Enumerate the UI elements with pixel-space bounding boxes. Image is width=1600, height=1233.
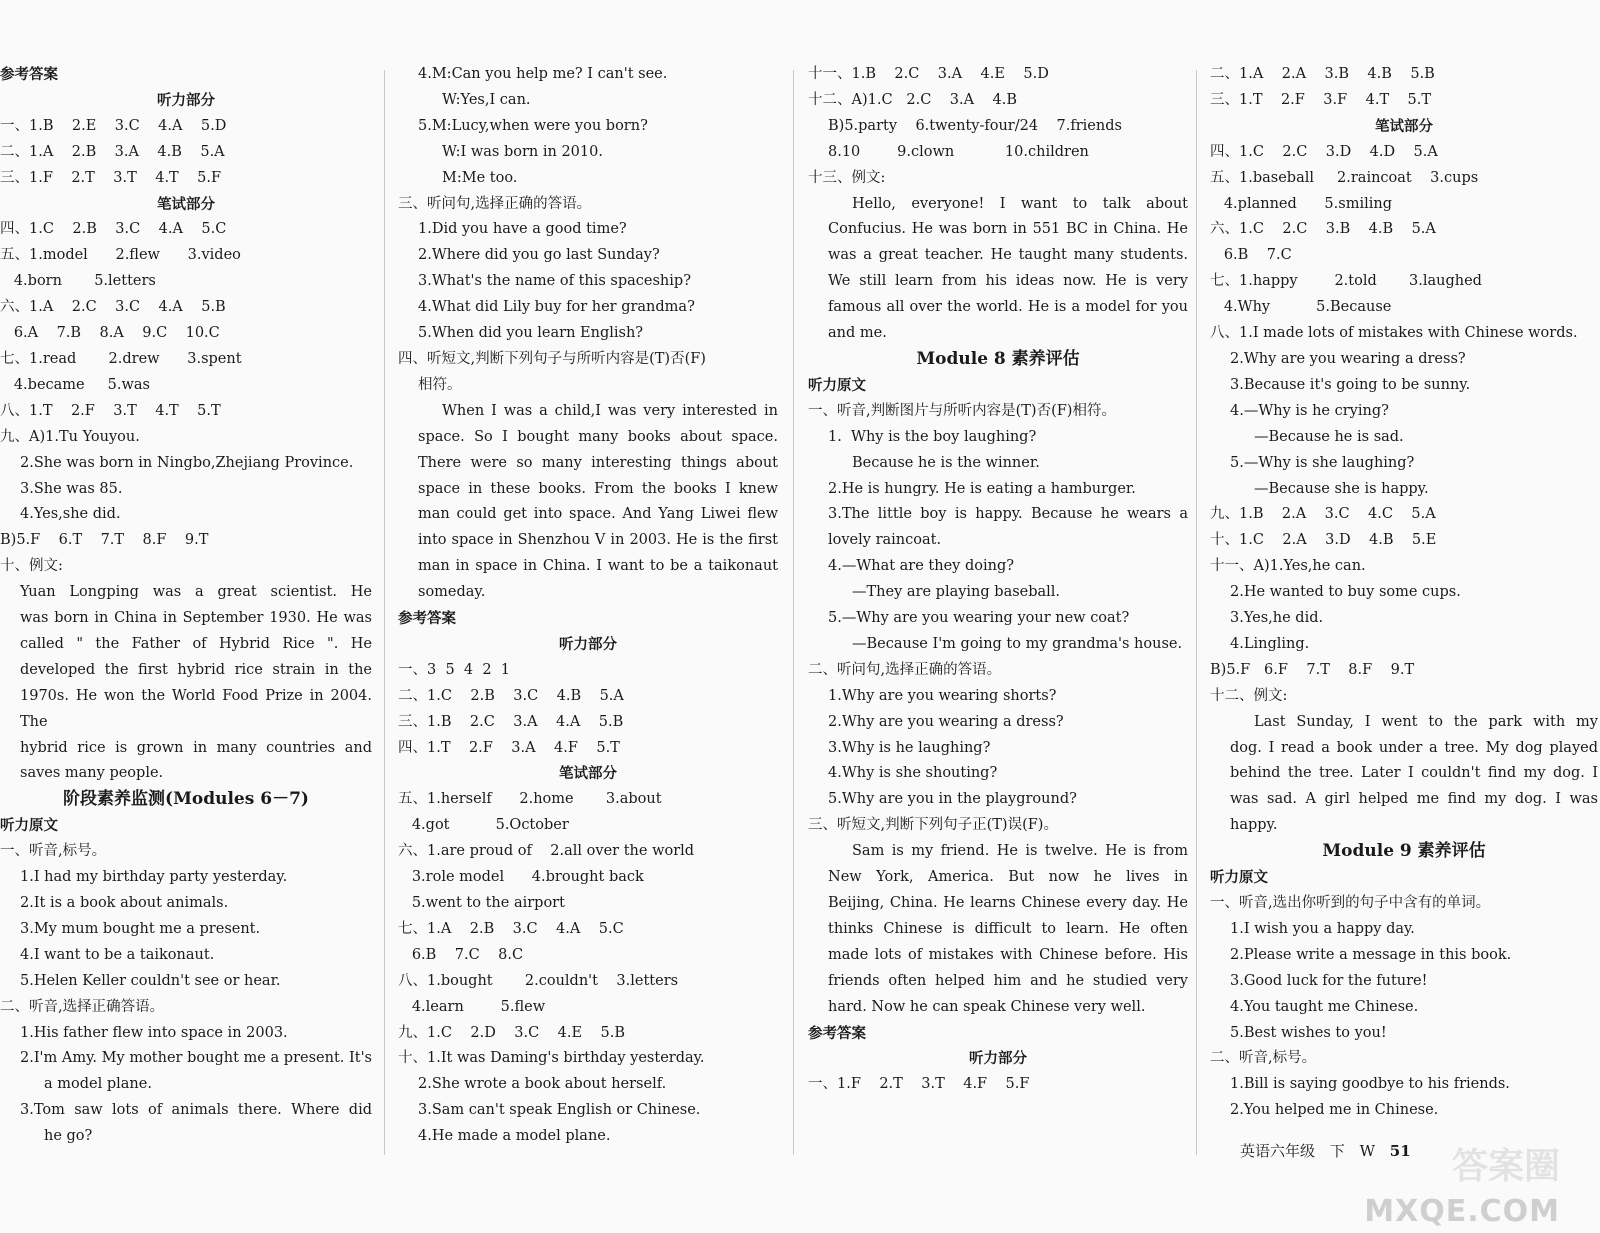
text-line: 2.She wrote a book about herself. — [418, 1076, 667, 1093]
text-line: New York, America. But now he lives in — [828, 869, 1188, 886]
section-heading: 笔试部分 — [559, 765, 617, 783]
text-line: 七、1.A 2.B 3.C 4.A 5.C — [398, 920, 624, 937]
text-line: 一、听音,判断图片与所听内容是(T)否(F)相符。 — [808, 402, 1116, 419]
text-line: There were so many interesting things about — [418, 454, 778, 471]
page-number: 51 — [1389, 1142, 1411, 1160]
text-line: 3.My mum bought me a present. — [20, 920, 261, 937]
text-line: 2.Why are you wearing a dress? — [1230, 350, 1466, 367]
text-line: M:Me too. — [442, 169, 518, 186]
text-line: 5.Best wishes to you! — [1230, 1024, 1387, 1041]
text-line: 4.learn 5.flew — [398, 998, 546, 1015]
text-line: 4.—What are they doing? — [828, 558, 1015, 575]
text-line: man in space in China. I want to be a taikonaut — [418, 558, 778, 575]
text-line: 4.Why 5.Because — [1210, 299, 1392, 316]
text-line: 三、听问句,选择正确的答语。 — [398, 195, 592, 212]
text-line: 七、1.happy 2.told 3.laughed — [1210, 273, 1482, 290]
text-line: 4.What did Lily buy for her grandma? — [418, 299, 695, 316]
text-line: lovely raincoat. — [828, 532, 942, 549]
text-line: 二、1.A 2.A 3.B 4.B 5.B — [1210, 66, 1435, 82]
text-line: was a great teacher. He taught many students. — [828, 247, 1188, 264]
text-line: 4.I want to be a taikonaut. — [20, 946, 215, 963]
text-line: 2.Why are you wearing a dress? — [828, 713, 1064, 730]
text-line: 三、听短文,判断下列句子正(T)误(F)。 — [808, 817, 1058, 834]
text-line: 2.You helped me in Chinese. — [1230, 1102, 1439, 1119]
column-divider — [1196, 70, 1197, 1155]
text-line: B)5.F 6.F 7.T 8.F 9.T — [1210, 661, 1415, 678]
text-line: 2.Where did you go last Sunday? — [418, 247, 660, 264]
text-line: 一、听音,标号。 — [0, 843, 107, 860]
text-line: was sad. A girl helped me find my dog. I was — [1230, 791, 1598, 808]
text-line: 十三、例文: — [808, 169, 886, 186]
footer-edition: W — [1359, 1142, 1376, 1160]
text-line: Confucius. He was born in 551 BC in China. He — [828, 221, 1188, 238]
text-line: hybrid rice is grown in many countries and — [20, 739, 372, 756]
text-line: 3.Sam can't speak English or Chinese. — [418, 1102, 701, 1119]
watermark-url: MXQE.COM — [1364, 1194, 1560, 1229]
text-line: 十二、例文: — [1210, 687, 1288, 704]
section-heading: 听力原文 — [808, 376, 866, 394]
column-4 — [1210, 62, 1598, 1124]
section-heading: 参考答案 — [808, 1024, 866, 1042]
text-line: space. So I bought many books about space. — [418, 428, 778, 445]
text-line: a model plane. — [44, 1076, 152, 1093]
section-heading: 听力原文 — [1210, 869, 1268, 887]
section-heading: 参考答案 — [0, 66, 58, 83]
text-line: Beijing, China. He learns Chinese every day. He — [828, 895, 1188, 911]
text-line: 4.Why is she shouting? — [828, 765, 998, 782]
text-line: W:I was born in 2010. — [442, 143, 603, 160]
text-line: 1.Why are you wearing shorts? — [828, 687, 1057, 704]
text-line: —Because she is happy. — [1254, 480, 1429, 497]
text-line: —Because he is sad. — [1254, 428, 1404, 445]
text-line: into space in Shenzhou V in 2003. He is the first — [418, 532, 778, 549]
watermark-logo: 答案圈 — [1451, 1146, 1560, 1187]
text-line: 1.His father flew into space in 2003. — [20, 1024, 288, 1041]
text-line: 十、1.It was Daming's birthday yesterday. — [398, 1050, 705, 1067]
text-line: 2.He wanted to buy some cups. — [1230, 584, 1461, 601]
text-line: 十、1.C 2.A 3.D 4.B 5.E — [1210, 532, 1437, 549]
section-title: 阶段素养监测(Modules 6－7) — [63, 789, 309, 810]
text-line: 相符。 — [418, 376, 462, 393]
text-line: 六、1.C 2.C 3.B 4.B 5.A — [1210, 221, 1436, 238]
text-line: happy. — [1230, 817, 1278, 834]
text-line: 一、1.B 2.E 3.C 4.A 5.D — [0, 117, 227, 134]
section-heading: 听力部分 — [157, 91, 215, 109]
text-line: B)5.party 6.twenty-four/24 7.friends — [828, 117, 1122, 134]
section-title: Module 9 素养评估 — [1322, 841, 1486, 862]
text-line: 4.—Why is he crying? — [1230, 402, 1389, 419]
text-line: 3.Why is he laughing? — [828, 739, 991, 756]
footer-term: 下 — [1329, 1142, 1345, 1160]
text-line: 1.Did you have a good time? — [418, 221, 627, 238]
text-line: 八、1.bought 2.couldn't 3.letters — [398, 972, 679, 989]
text-line: 8.10 9.clown 10.children — [828, 143, 1089, 160]
text-line: was born in China in September 1930. He was — [20, 610, 372, 627]
text-line: 5.went to the airport — [398, 895, 565, 911]
text-line: 2.He is hungry. He is eating a hamburger. — [828, 480, 1136, 497]
text-line: 八、1.I made lots of mistakes with Chinese words. — [1210, 325, 1578, 342]
text-line: Because he is the winner. — [852, 454, 1040, 471]
text-line: 三、1.F 2.T 3.T 4.T 5.F — [0, 169, 222, 186]
text-line: space in these books. From the books I knew — [418, 480, 778, 497]
text-line: 十、例文: — [0, 558, 63, 575]
text-line: 二、1.C 2.B 3.C 4.B 5.A — [398, 687, 624, 704]
section-heading: 听力原文 — [0, 817, 58, 835]
text-line: 3.Because it's going to be sunny. — [1230, 376, 1471, 393]
text-line: 3.The little boy is happy. Because he wears a — [828, 506, 1188, 523]
text-line: Last Sunday, I went to the park with my — [1254, 713, 1598, 730]
text-line: 四、1.C 2.B 3.C 4.A 5.C — [0, 221, 227, 238]
section-heading: 听力部分 — [969, 1050, 1027, 1068]
section-title: Module 8 素养评估 — [916, 348, 1080, 369]
text-line: 九、1.B 2.A 3.C 4.C 5.A — [1210, 506, 1436, 523]
text-line: 十一、A)1.Yes,he can. — [1210, 558, 1366, 575]
text-line: 3.Good luck for the future! — [1230, 972, 1428, 989]
text-line: 四、听短文,判断下列句子与所听内容是(T)否(F) — [398, 350, 706, 367]
text-line: 2.Please write a message in this book. — [1230, 946, 1512, 963]
text-line: behind the tree. Later I couldn't find my dog. I — [1230, 765, 1598, 782]
text-line: 六、1.are proud of 2.all over the world — [398, 843, 695, 860]
text-line: 2.It is a book about animals. — [20, 895, 229, 911]
text-line: —They are playing baseball. — [852, 584, 1061, 601]
text-line: 二、听音,选择正确答语。 — [0, 998, 165, 1015]
text-line: thinks Chinese is difficult to learn. He often — [828, 920, 1188, 937]
text-line: 二、听问句,选择正确的答语。 — [808, 661, 1002, 678]
text-line: 四、1.C 2.C 3.D 4.D 5.A — [1210, 143, 1438, 160]
text-line: We still learn from his ideas now. He is very — [828, 273, 1188, 290]
text-line: and me. — [828, 325, 887, 342]
column-divider — [384, 70, 385, 1155]
text-line: 十二、A)1.C 2.C 3.A 4.B — [808, 91, 1017, 108]
text-line: 4.Yes,she did. — [20, 506, 121, 523]
section-heading: 参考答案 — [398, 610, 456, 628]
text-line: 4.planned 5.smiling — [1210, 195, 1392, 212]
text-line: 七、1.read 2.drew 3.spent — [0, 350, 242, 367]
text-line: 6.A 7.B 8.A 9.C 10.C — [0, 325, 220, 342]
text-line: someday. — [418, 584, 486, 601]
text-line: Hello, everyone! I want to talk about — [852, 195, 1188, 212]
column-1 — [0, 62, 372, 1150]
text-line: 4.You taught me Chinese. — [1230, 998, 1419, 1015]
text-line: 一、3 5 4 2 1 — [398, 661, 510, 678]
text-line: —Because I'm going to my grandma's house. — [852, 635, 1183, 652]
text-line: 3.What's the name of this spaceship? — [418, 273, 691, 290]
text-line: 三、1.T 2.F 3.F 4.T 5.T — [1210, 91, 1432, 108]
section-heading: 笔试部分 — [1375, 117, 1433, 135]
column-divider — [793, 70, 794, 1155]
text-line: 4.M:Can you help me? I can't see. — [418, 66, 668, 82]
text-line: developed the first hybrid rice strain in the — [20, 661, 372, 678]
text-line: 九、A)1.Tu Youyou. — [0, 428, 140, 445]
text-line: saves many people. — [20, 765, 164, 782]
text-line: he go? — [44, 1128, 93, 1145]
section-heading: 笔试部分 — [157, 195, 215, 213]
text-line: 九、1.C 2.D 3.C 4.E 5.B — [398, 1024, 625, 1041]
text-line: 二、听音,标号。 — [1210, 1050, 1317, 1067]
text-line: hard. Now he can speak Chinese very well. — [828, 998, 1146, 1015]
text-line: 1.I had my birthday party yesterday. — [20, 869, 288, 886]
text-line: 1. Why is the boy laughing? — [828, 428, 1037, 445]
text-line: 4.became 5.was — [0, 376, 150, 393]
section-heading: 听力部分 — [559, 635, 617, 653]
text-line: 5.M:Lucy,when were you born? — [418, 117, 648, 134]
text-line: friends often helped him and he studied very — [828, 972, 1188, 989]
text-line: 5.—Why are you wearing your new coat? — [828, 610, 1130, 627]
text-line: 四、1.T 2.F 3.A 4.F 5.T — [398, 739, 620, 756]
text-line: 3.Yes,he did. — [1230, 610, 1324, 627]
text-line: 4.He made a model plane. — [418, 1128, 611, 1145]
text-line: 3.role model 4.brought back — [398, 869, 644, 886]
text-line: 五、1.herself 2.home 3.about — [398, 791, 662, 808]
text-line: 八、1.T 2.F 3.T 4.T 5.T — [0, 402, 221, 419]
text-line: 4.born 5.letters — [0, 273, 156, 290]
text-line: 1.Bill is saying goodbye to his friends. — [1230, 1076, 1510, 1093]
text-line: 三、1.B 2.C 3.A 4.A 5.B — [398, 713, 624, 730]
text-line: Sam is my friend. He is twelve. He is from — [852, 843, 1188, 860]
text-line: 4.got 5.October — [398, 817, 569, 834]
column-3 — [808, 62, 1188, 1098]
text-line: 五、1.baseball 2.raincoat 3.cups — [1210, 169, 1479, 186]
text-line: 6.B 7.C 8.C — [398, 946, 524, 963]
text-line: called " the Father of Hybrid Rice ". He — [20, 635, 372, 652]
text-line: 2.She was born in Ningbo,Zhejiang Province. — [20, 454, 354, 471]
text-line: 5.—Why is she laughing? — [1230, 454, 1415, 471]
text-line: 1970s. He won the World Food Prize in 2004. The — [20, 687, 372, 730]
text-line: 五、1.model 2.flew 3.video — [0, 247, 241, 264]
text-line: 一、听音,选出你听到的句子中含有的单词。 — [1210, 895, 1491, 911]
text-line: 4.Lingling. — [1230, 635, 1310, 652]
column-2 — [398, 62, 778, 1150]
text-line: When I was a child,I was very interested in — [442, 402, 778, 419]
text-line: 六、1.A 2.C 3.C 4.A 5.B — [0, 299, 226, 316]
text-line: 十一、1.B 2.C 3.A 4.E 5.D — [808, 66, 1049, 82]
text-line: 6.B 7.C — [1210, 247, 1292, 264]
text-line: 1.I wish you a happy day. — [1230, 920, 1415, 937]
text-line: man could get into space. And Yang Liwei flew — [418, 506, 778, 523]
text-line: 3.She was 85. — [20, 480, 123, 497]
text-line: 2.I'm Amy. My mother bought me a present. It's — [20, 1050, 372, 1067]
text-line: 二、1.A 2.B 3.A 4.B 5.A — [0, 143, 225, 160]
text-line: W:Yes,I can. — [442, 91, 531, 108]
text-line: dog. I read a book under a tree. My dog played — [1230, 739, 1598, 756]
text-line: 5.Helen Keller couldn't see or hear. — [20, 972, 281, 989]
text-line: 5.When did you learn English? — [418, 325, 644, 342]
text-line: 5.Why are you in the playground? — [828, 791, 1077, 808]
text-line: Yuan Longping was a great scientist. He — [20, 584, 372, 601]
text-line: made lots of mistakes with Chinese before. His — [828, 946, 1188, 963]
text-line: famous all over the world. He is a model for you — [828, 299, 1188, 316]
footer-subject: 英语六年级 — [1240, 1142, 1316, 1160]
text-line: 3.Tom saw lots of animals there. Where did — [20, 1102, 372, 1119]
text-line: 一、1.F 2.T 3.T 4.F 5.F — [808, 1076, 1030, 1093]
text-line: B)5.F 6.T 7.T 8.F 9.T — [0, 532, 209, 549]
